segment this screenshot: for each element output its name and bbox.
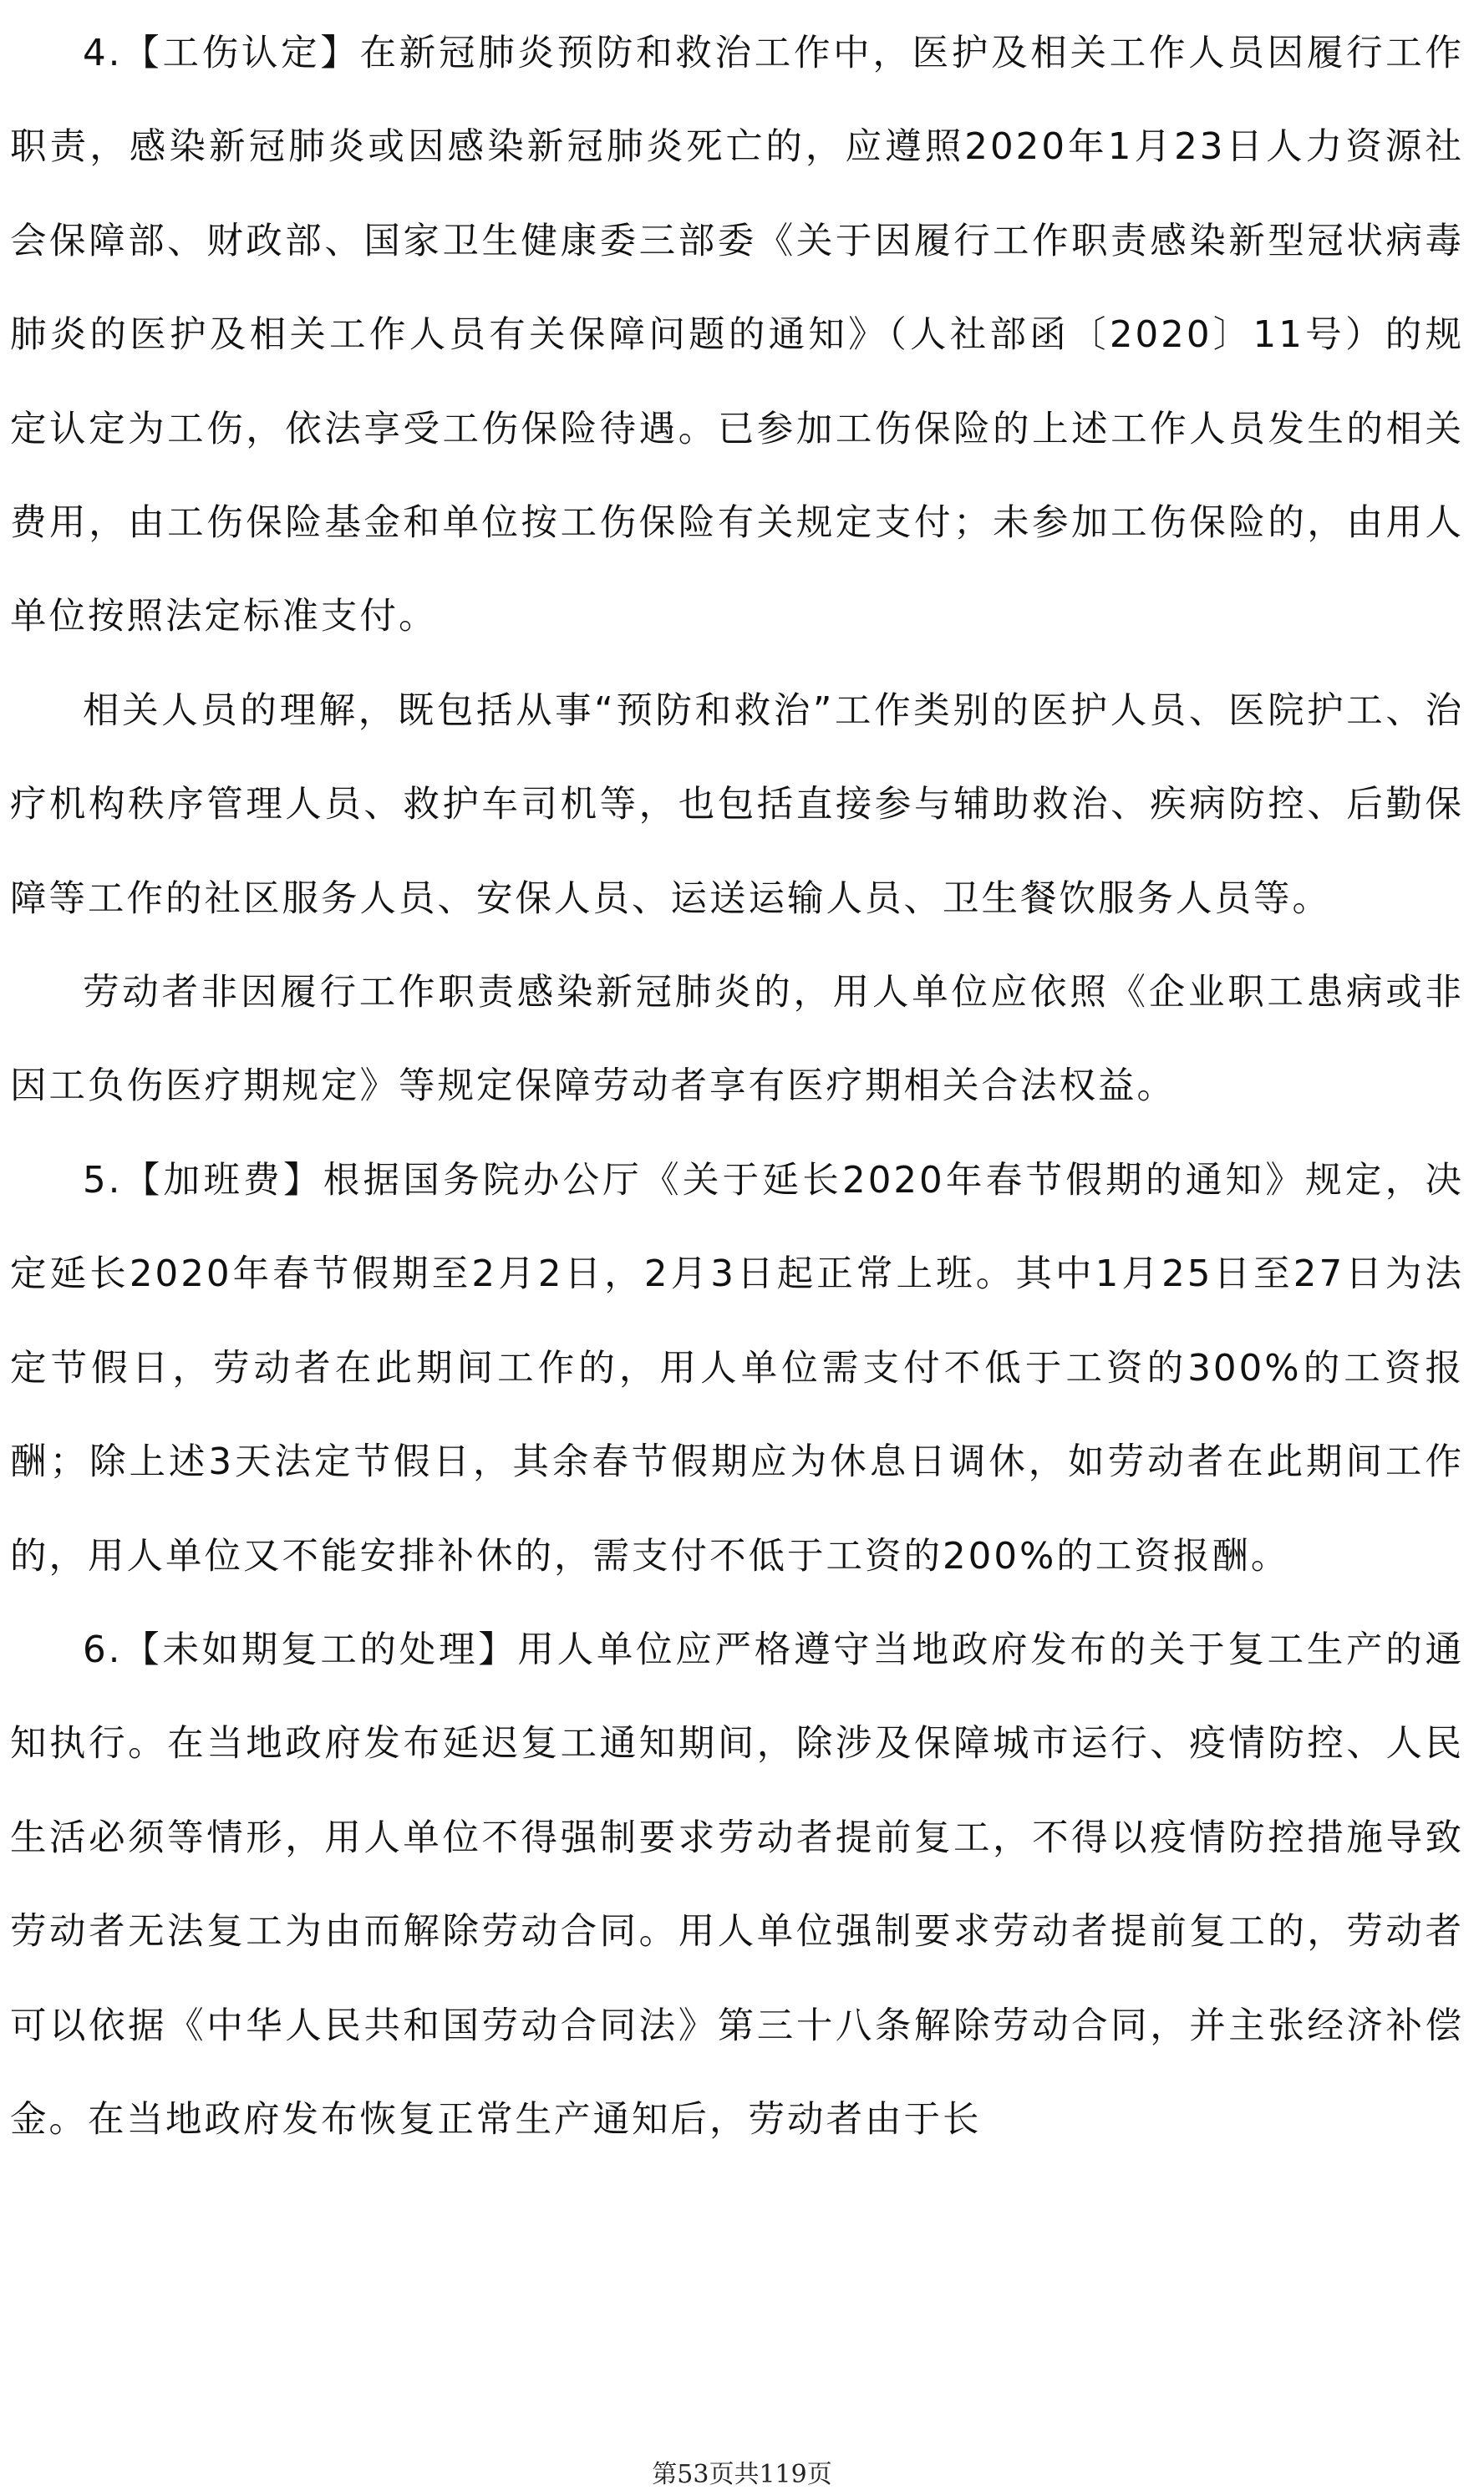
document-body xyxy=(10,7,1464,2167)
page-number: 第53页共119页 xyxy=(652,2460,832,2489)
paragraph-non-work-infection: 劳动者非因履行工作职责感染新冠肺炎的，用人单位应依照《企业职工患病或非因工负伤医疗期规定》等规定保障劳动者享有医疗期相关合法权益。 xyxy=(10,972,1464,1108)
paragraph-return-to-work: 6.【未如期复工的处理】用人单位应严格遵守当地政府发布的关于复工生产的通知执行。在当地政府发布延迟复工通知期间，除涉及保障城市运行、疫情防控、人民生活必须等情形，用人单位不得强制要求劳动者提前复工，不得以疫情防控措施导致劳动者无法复工为由而解除劳动合同。用人单位强制要求劳动者提前复工的，劳动者可以依据《中华人民共和国劳动合同法》第三十八条解除劳动合同，并主张经济补偿金。在当地政府发布恢复正常生产通知后，劳动者由于长 xyxy=(10,1629,1464,2141)
paragraph-overtime-pay: 5.【加班费】根据国务院办公厅《关于延长2020年春节假期的通知》规定，决定延长2020年春节假期至2月2日，2月3日起正常上班。其中1月25日至27日为法定节假日，劳动者在此期间工作的，用人单位需支付不低于工资的300%的工资报酬；除上述3天法定节假日，其余春节假期应为休息日调休，如劳动者在此期间工作的，用人单位又不能安排补休的，需支付不低于工资的200%的工资报酬。 xyxy=(10,1159,1464,1578)
paragraph-work-injury: 4.【工伤认定】在新冠肺炎预防和救治工作中，医护及相关工作人员因履行工作职责，感染新冠肺炎或因感染新冠肺炎死亡的，应遵照2020年1月23日人力资源社会保障部、财政部、国家卫生健康委三部委《关于因履行工作职责感染新型冠状病毒肺炎的医护及相关工作人员有关保障问题的通知》（人社部函〔2020〕11号）的规定认定为工伤，依法享受工伤保险待遇。已参加工伤保险的上述工作人员发生的相关费用，由工伤保险基金和单位按工伤保险有关规定支付；未参加工伤保险的，由用人单位按照法定标准支付。 xyxy=(10,33,1464,638)
paragraph-related-personnel: 相关人员的理解，既包括从事“预防和救治”工作类别的医护人员、医院护工、治疗机构秩序管理人员、救护车司机等，也包括直接参与辅助救治、疾病防控、后勤保障等工作的社区服务人员、安保人员、运送运输人员、卫生餐饮服务人员等。 xyxy=(10,689,1464,920)
